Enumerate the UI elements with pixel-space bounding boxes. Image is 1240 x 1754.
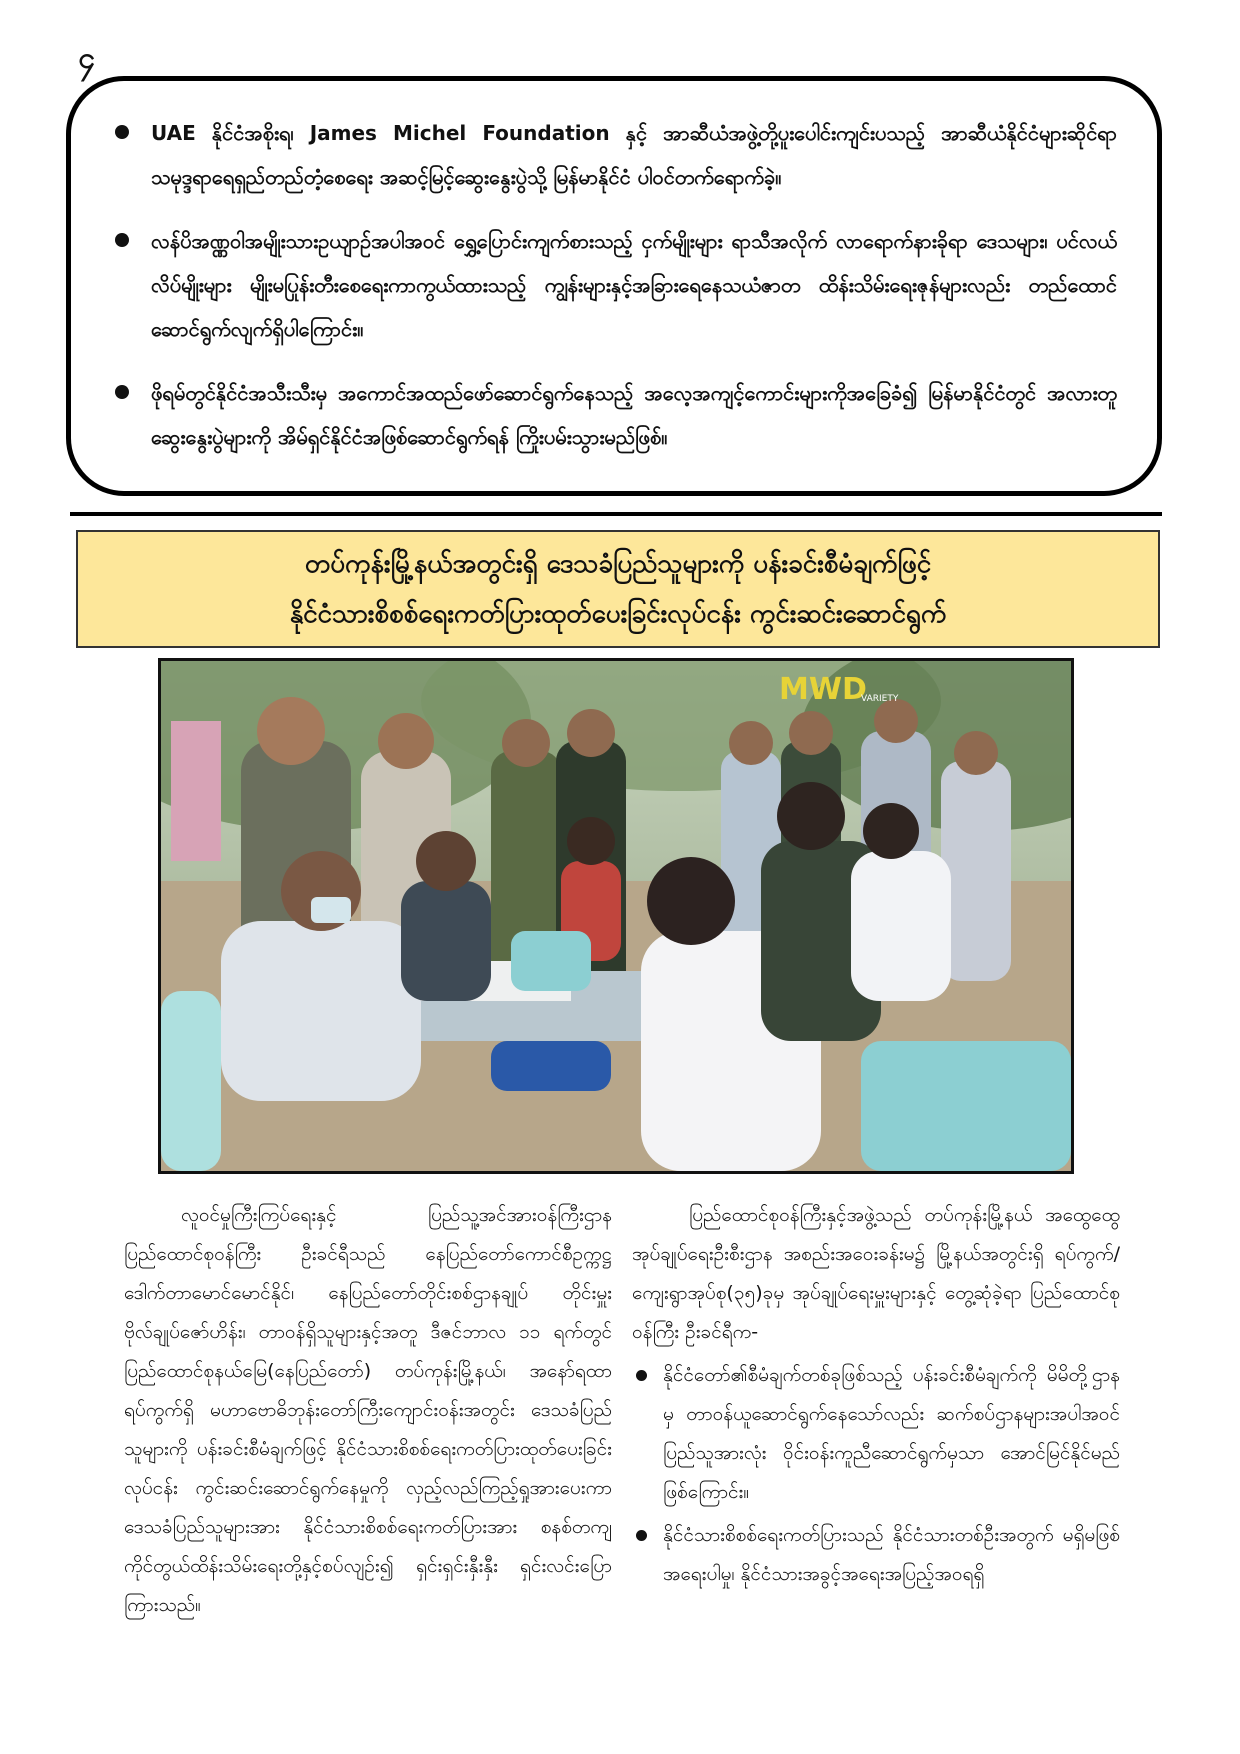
section-divider [70,512,1162,516]
bullet-icon [636,1370,647,1381]
right-bullet-text: နိုင်ငံသားစိစစ်ရေးကတ်ပြားသည် နိုင်ငံသားတစ်ဦးအတွက် မရှိမဖြစ်အရေးပါမှု၊ နိုင်ငံသားအခွင့်အရေးအပြည့်အဝရရှိ [663,1524,1120,1585]
right-paragraph: ပြည်ထောင်စုဝန်ကြီးနှင့်အဖွဲ့သည် တပ်ကုန်းမြို့နယ် အထွေထွေအုပ်ချုပ်ရေးဦးစီးဌာန အစည်းအဝေးခန်းမ၌ မြို့နယ်အတွင်းရှိ ရပ်ကွက်/ကျေးရွာအုပ်စု(၃၅)ခုမှ အုပ်ချုပ်ရေးမှူးများနှင့် တွေ့ဆုံခဲ့ရာ ပြည်ထောင်စုဝန်ကြီး ဦးခင်ရီက- [632,1204,1120,1343]
article-headline [76,530,1160,648]
summary-box [66,76,1162,496]
right-bullet-text: နိုင်ငံတော်၏စီမံချက်တစ်ခုဖြစ်သည့် ပန်းခင်းစီမံချက်ကို မိမိတို့ဌာနမှ တာဝန်ယူဆောင်ရွက်နေသော်လည်း ဆက်စပ်ဌာနများအပါအဝင် ပြည်သူအားလုံး ဝိုင်းဝန်းကူညီဆောင်ရွက်မှသာ အောင်မြင်နိုင်မည်ဖြစ်ကြောင်း။ [663,1364,1120,1503]
right-bullet [632,1516,1120,1594]
watermark-logo: MWD [779,672,867,707]
bullet-icon [115,385,129,399]
news-photo [158,658,1074,1174]
page-number: ၄ [78,41,95,76]
summary-bullet-text: လန်ပိအဏ္ဏဝါအမျိုးသားဥယျာဉ်အပါအဝင် ရွှေ့ပြောင်းကျက်စားသည့် ငှက်မျိုးများ ရာသီအလိုက် လာရောက်နားခိုရာ ဒေသများ၊ ပင်လယ်လိပ်မျိုးများ မျိုးမပြုန်းတီးစေရေးကာကွယ်ထားသည့် ကျွန်းများနှင့်အခြားရေနေသယံဇာတ ထိန်းသိမ်းရေးဇုန်များလည်း တည်ထောင်ဆောင်ရွက်လျက်ရှိပါကြောင်း။ [151,229,1117,341]
left-paragraph: လူဝင်မှုကြီးကြပ်ရေးနှင့် ပြည်သူ့အင်အားဝန်ကြီးဌာန ပြည်ထောင်စုဝန်ကြီး ဦးခင်ရီသည် နေပြည်တော်ကောင်စီဥက္ကဋ္ဌ ဒေါက်တာမောင်မောင်နိုင်၊ နေပြည်တော်တိုင်းစစ်ဌာနချုပ် တိုင်းမှူး ဗိုလ်ချုပ်ဇော်ဟိန်း၊ တာဝန်ရှိသူများနှင့်အတူ ဒီဇင်ဘာလ ၁၁ ရက်တွင် ပြည်ထောင်စုနယ်မြေ(နေပြည်တော်) တပ်ကုန်းမြို့နယ်၊ အနော်ရထာရပ်ကွက်ရှိ မဟာဗောဓိဘုန်းတော်ကြီးကျောင်းဝန်းအတွင်း ဒေသခံပြည်သူများကို ပန်းခင်းစီမံချက်ဖြင့် နိုင်ငံသားစိစစ်ရေးကတ်ပြားထုတ်ပေးခြင်းလုပ်ငန်း ကွင်းဆင်းဆောင်ရွက်နေမှုကို လှည့်လည်ကြည့်ရှုအားပေးကာ ဒေသခံပြည်သူများအား နိုင်ငံသားစိစစ်ရေးကတ်ပြားအား စနစ်တကျကိုင်တွယ်ထိန်းသိမ်းရေးတို့နှင့်စပ်လျဉ်း၍ ရှင်းရှင်းနှီးနှီး ရှင်းလင်းပြောကြားသည်။ [124,1204,612,1616]
right-bullet [632,1356,1120,1512]
left-column [124,1196,612,1625]
summary-bullet-text: UAE နိုင်ငံအစိုးရ၊ James Michel Foundation နှင့် အာဆီယံအဖွဲ့တို့ပူးပေါင်းကျင်းပသည့် အာဆီယံနိုင်ငံများဆိုင်ရာ သမုဒ္ဒရာရေရှည်တည်တံ့စေရေး အဆင့်မြင့်ဆွေးနွေးပွဲသို့ မြန်မာနိုင်ငံ ပါဝင်တက်ရောက်ခဲ့။ [151,121,1117,189]
photo-illustration [161,661,1071,1171]
summary-bullet [107,371,1117,459]
bullet-icon [115,233,129,247]
bullet-icon [115,125,129,139]
bullet-icon [636,1530,647,1541]
headline-line-2: နိုင်ငံသားစိစစ်ရေးကတ်ပြားထုတ်ပေးခြင်းလုပ်ငန်း ကွင်းဆင်းဆောင်ရွက် [289,599,947,629]
headline-line-1: တပ်ကုန်းမြို့နယ်အတွင်းရှိ ဒေသခံပြည်သူများကို ပန်းခင်းစီမံချက်ဖြင့် [304,549,932,579]
watermark-logo-small: VARIETY [861,694,899,704]
summary-bullet [107,219,1117,351]
summary-bullet [107,111,1117,199]
summary-bullet-text: ဖိုရမ်တွင်နိုင်ငံအသီးသီးမှ အကောင်အထည်ဖော်ဆောင်ရွက်နေသည့် အလေ့အကျင့်ကောင်းများကိုအခြေခံ၍ မြန်မာနိုင်ငံတွင် အလားတူဆွေးနွေးပွဲများကို အိမ်ရှင်နိုင်ငံအဖြစ်ဆောင်ရွက်ရန် ကြိုးပမ်းသွားမည်ဖြစ်။ [151,381,1117,449]
right-column [632,1196,1120,1594]
